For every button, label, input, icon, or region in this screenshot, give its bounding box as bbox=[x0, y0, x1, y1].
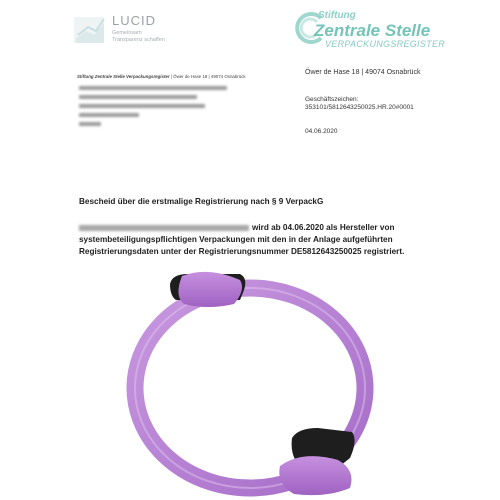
sender-org: Stiftung Zentrale Stelle Verpackungsregister bbox=[77, 74, 170, 79]
stiftung-logo-line-1: Stiftung bbox=[318, 10, 356, 21]
office-address: Öwer de Hase 18 | 49074 Osnabrück bbox=[305, 69, 421, 76]
stiftung-logo-line-3: VERPACKUNGSREGISTER bbox=[325, 39, 446, 49]
body-line-1: wird ab 04.06.2020 als Hersteller von bbox=[252, 223, 395, 232]
reference-number: 353101/5812643250025.HR.20#0001 bbox=[305, 104, 414, 111]
stiftung-logo-line-2: Zentrale Stelle bbox=[314, 21, 431, 40]
redacted-company-name bbox=[79, 225, 249, 231]
pilates-ring-image bbox=[112, 260, 392, 500]
lucid-logo-tagline: Gemeinsam Transparenz schaffen bbox=[112, 30, 165, 43]
letter-body bbox=[79, 222, 419, 258]
bottom-grip-icon bbox=[279, 428, 354, 495]
lucid-logo-name: LUCID bbox=[112, 13, 157, 28]
document-date: 04.06.2020 bbox=[305, 128, 338, 135]
body-line-3: Registrierungsdaten unter der Registrierungsnummer DE5812643250025 registriert. bbox=[79, 247, 405, 256]
body-line-2: systembeteiligungspflichtigen Verpackungen mit den in der Anlage aufgeführten bbox=[79, 235, 393, 244]
redacted-recipient-address bbox=[79, 86, 229, 132]
lucid-logo-icon bbox=[72, 13, 106, 47]
letter-heading: Bescheid über die erstmalige Registrierung nach § 9 VerpackG bbox=[79, 197, 324, 206]
sender-address: | Öwer de Hase 18 | 49074 Osnabrück bbox=[170, 74, 246, 79]
sender-line bbox=[77, 74, 246, 79]
reference-label: Geschäftszeichen: bbox=[305, 96, 359, 103]
